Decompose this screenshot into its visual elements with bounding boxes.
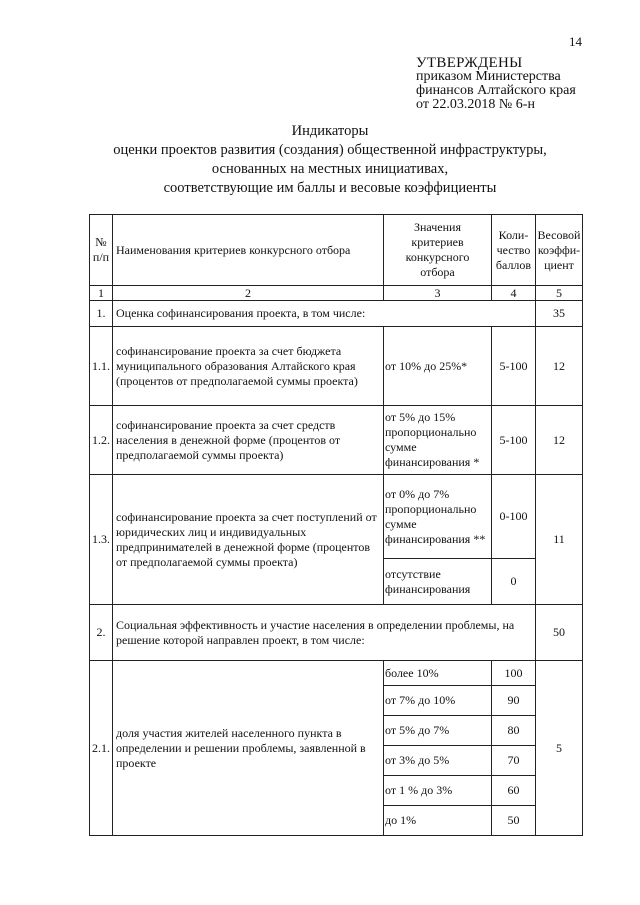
table-row [90, 475, 583, 559]
row-number: 1. [90, 301, 113, 327]
criterion-value: от 5% до 15% пропорционально сумме финансирования * [384, 406, 492, 475]
criterion-value: от 7% до 10% [384, 686, 492, 716]
col-number-5: 5 [536, 286, 583, 301]
weight-value: 50 [536, 605, 583, 661]
header-name: Наименования критериев конкурсного отбора [113, 215, 384, 286]
criterion-value: от 1 % до 3% [384, 776, 492, 806]
document-title [60, 122, 600, 198]
criterion-value: более 10% [384, 661, 492, 686]
table-row [90, 406, 583, 475]
row-number: 1.3. [90, 475, 113, 605]
criterion-value: от 5% до 7% [384, 716, 492, 746]
row-number: 1.2. [90, 406, 113, 475]
approval-block [416, 56, 576, 112]
points-value: 0-100 [492, 475, 536, 559]
weight-value: 35 [536, 301, 583, 327]
approval-line-3: от 22.03.2018 № 6-н [416, 97, 535, 112]
col-number-4: 4 [492, 286, 536, 301]
col-number-3: 3 [384, 286, 492, 301]
points-value: 60 [492, 776, 536, 806]
title-line-2: оценки проектов развития (создания) общественной инфраструктуры, [113, 142, 547, 158]
points-value: 50 [492, 806, 536, 836]
header-num: № п/п [90, 215, 113, 286]
criterion-name: Социальная эффективность и участие населения в определении проблемы, на решение которой направлен проект, в том числе: [113, 605, 536, 661]
criterion-name: софинансирование проекта за счет бюджета муниципального образования Алтайского края (процентов от предполагаемой суммы проекта) [113, 327, 384, 406]
col-number-2: 2 [113, 286, 384, 301]
approval-line-1: приказом Министерства [416, 69, 561, 84]
header-points: Коли-чество баллов [492, 215, 536, 286]
points-value: 5-100 [492, 327, 536, 406]
row-number: 2.1. [90, 661, 113, 836]
criterion-name: доля участия жителей населенного пункта в определении и решении проблемы, заявленной в проекте [113, 661, 384, 836]
criterion-value: от 3% до 5% [384, 746, 492, 776]
weight-value: 12 [536, 327, 583, 406]
row-number: 1.1. [90, 327, 113, 406]
criteria-table [89, 214, 583, 836]
row-number: 2. [90, 605, 113, 661]
table-row [90, 327, 583, 406]
points-value: 100 [492, 661, 536, 686]
weight-value: 12 [536, 406, 583, 475]
points-value: 0 [492, 559, 536, 605]
criterion-name: Оценка софинансирования проекта, в том числе: [113, 301, 536, 327]
points-value: 70 [492, 746, 536, 776]
points-value: 5-100 [492, 406, 536, 475]
approval-line-2: финансов Алтайского края [416, 83, 576, 98]
criterion-value: от 10% до 25%* [384, 327, 492, 406]
table-row [90, 301, 583, 327]
column-number-row [90, 286, 583, 301]
page-number: 14 [569, 34, 582, 49]
header-values: Значения критериев конкурсного отбора [384, 215, 492, 286]
criterion-name: софинансирование проекта за счет поступлений от юридических лиц и индивидуальных предпринимателей в денежной форме (процентов от предполагаемой суммы проекта) [113, 475, 384, 605]
points-value: 80 [492, 716, 536, 746]
weight-value: 11 [536, 475, 583, 605]
criterion-value: до 1% [384, 806, 492, 836]
criterion-name: софинансирование проекта за счет средств населения в денежной форме (процентов от предполагаемой суммы проекта) [113, 406, 384, 475]
col-number-1: 1 [90, 286, 113, 301]
header-weight: Весовой коэффи-циент [536, 215, 583, 286]
table-header-row [90, 215, 583, 286]
title-line-1: Индикаторы [291, 123, 369, 139]
approval-heading: УТВЕРЖДЕНЫ [416, 55, 523, 71]
criterion-value: от 0% до 7% пропорционально сумме финансирования ** [384, 475, 492, 559]
points-value: 90 [492, 686, 536, 716]
table-row [90, 661, 583, 686]
table-row [90, 605, 583, 661]
criterion-value: отсутствие финансирования [384, 559, 492, 605]
weight-value: 5 [536, 661, 583, 836]
title-line-3: основанных на местных инициативах, [211, 161, 449, 177]
title-line-4: соответствующие им баллы и весовые коэффициенты [163, 180, 497, 196]
